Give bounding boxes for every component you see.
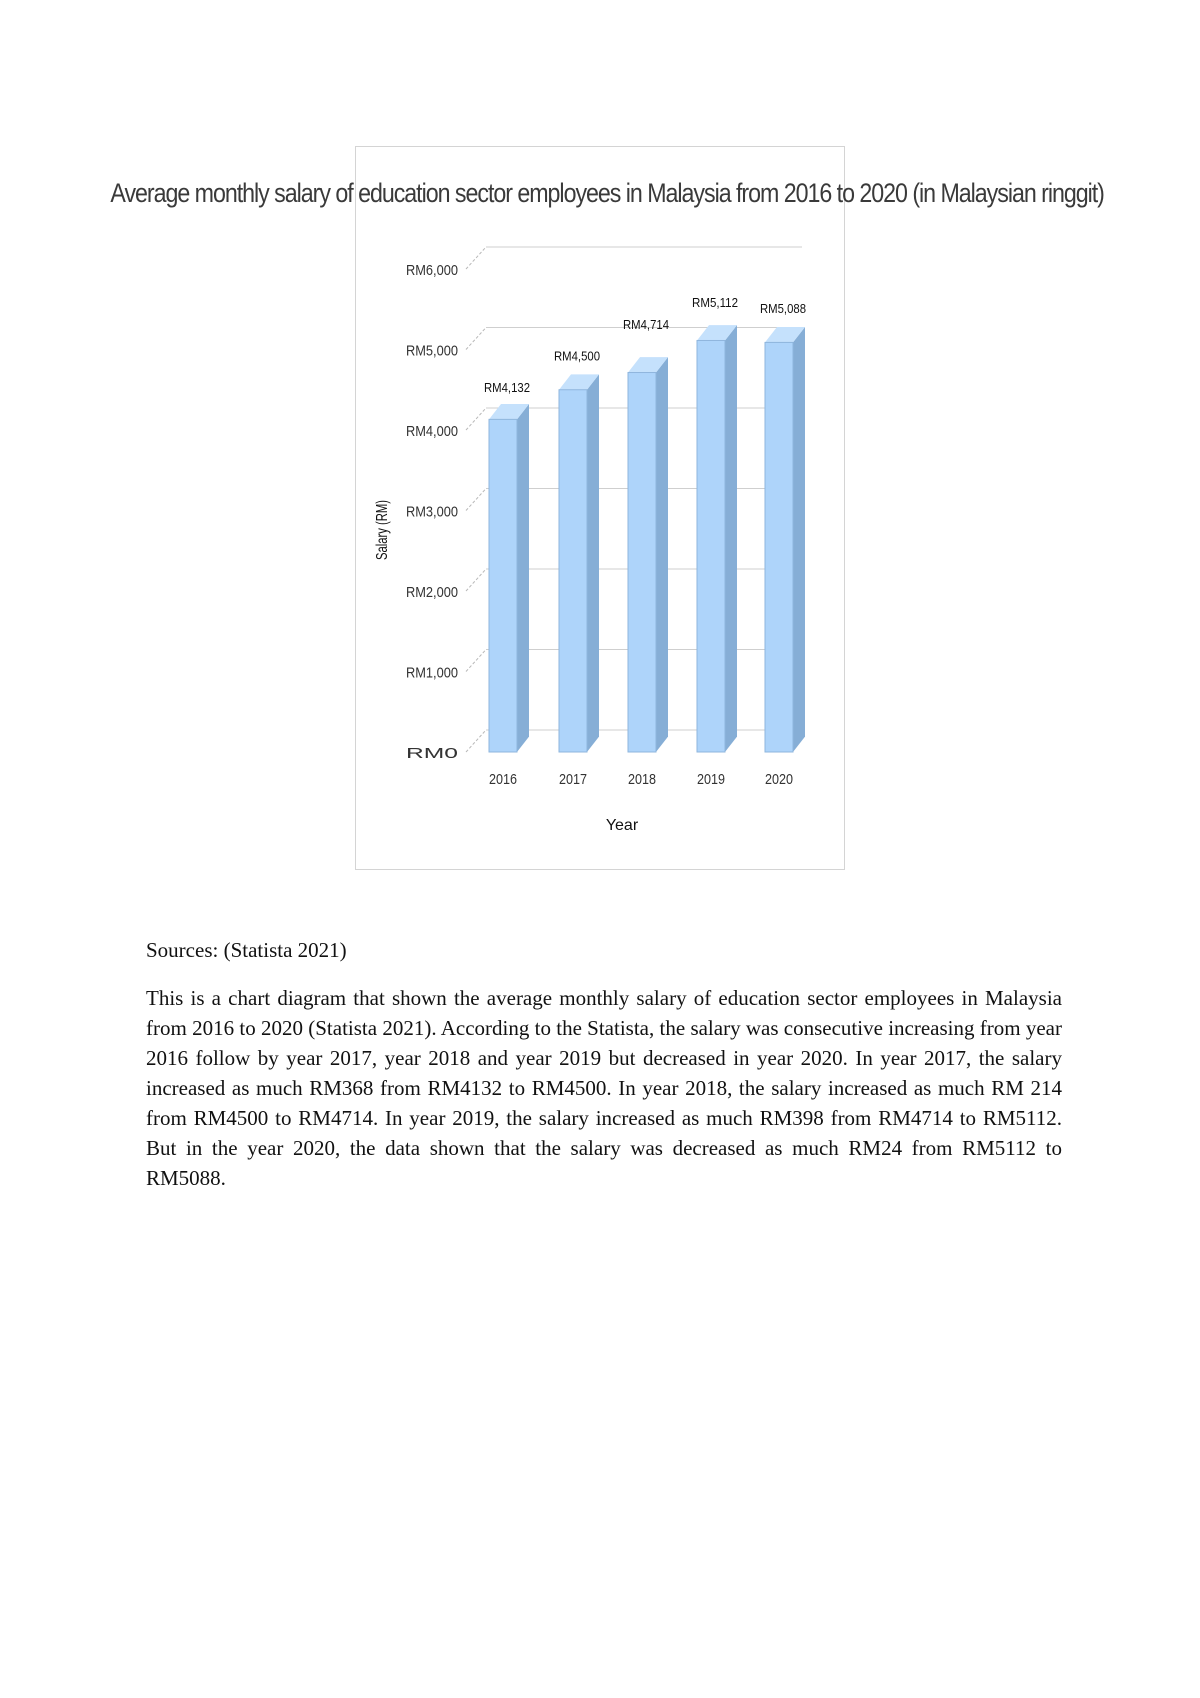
sources-line: Sources: (Statista 2021) [146, 938, 347, 962]
y-tick-label: RM1,000 [406, 664, 458, 682]
y-tick-label: RM0 [406, 745, 458, 762]
gridline-depth [466, 247, 486, 269]
data-label: RM5,088 [760, 301, 806, 317]
x-tick-label: 2020 [765, 771, 793, 788]
y-tick-label: RM6,000 [406, 262, 458, 279]
bar-side [656, 357, 668, 752]
gridline-depth [466, 328, 486, 350]
data-label: RM5,112 [692, 295, 738, 311]
bar-side [793, 327, 805, 752]
x-axis-title: Year [605, 817, 639, 834]
x-tick-label: 2018 [628, 771, 656, 788]
y-axis-title: Salary (RM) [374, 474, 391, 560]
y-tick-label: RM2,000 [406, 584, 458, 601]
bar [559, 390, 587, 752]
bar [628, 373, 656, 752]
y-tick-label: RM3,000 [406, 503, 458, 521]
gridline-depth [466, 489, 486, 511]
y-tick-label: RM5,000 [406, 342, 458, 360]
gridline-depth [466, 569, 486, 591]
bar [697, 340, 725, 752]
data-label: RM4,500 [554, 348, 600, 364]
bar [489, 419, 517, 752]
gridline-depth [466, 408, 486, 430]
body-paragraph: This is a chart diagram that shown the average monthly salary of education sector employees in Malaysia from 2016 to 2020 (Statista 2021). According to the Statista, the salary was consecutive increasing from year 2016 follow by year 2017, year 2018 and year 2019 but decreased in year 2020. In year 2017, the salary increased as much RM368 from RM4132 to RM4500. In year 2018, the salary increased as much RM 214 from RM4500 to RM4714. In year 2019, the salary increased as much RM398 from RM4714 to RM5112. But in the year 2020, the data shown that the salary was decreased as much RM24 from RM5112 to RM5088. [146, 986, 1062, 1190]
x-tick-label: 2017 [559, 771, 587, 788]
x-tick-label: 2016 [489, 771, 517, 788]
bar-side [587, 374, 599, 752]
bar-side [517, 404, 529, 752]
data-label: RM4,714 [623, 317, 669, 333]
y-tick-label: RM4,000 [406, 423, 458, 440]
gridline-depth [466, 650, 486, 672]
bar-side [725, 325, 737, 752]
gridline-depth [466, 730, 486, 752]
data-label: RM4,132 [484, 379, 530, 395]
bar [765, 342, 793, 752]
x-tick-label: 2019 [697, 771, 725, 788]
chart-title: Average monthly salary of education sector employees in Malaysia from 2016 to 2020 (in Malaysian ringgit) [110, 178, 1104, 208]
